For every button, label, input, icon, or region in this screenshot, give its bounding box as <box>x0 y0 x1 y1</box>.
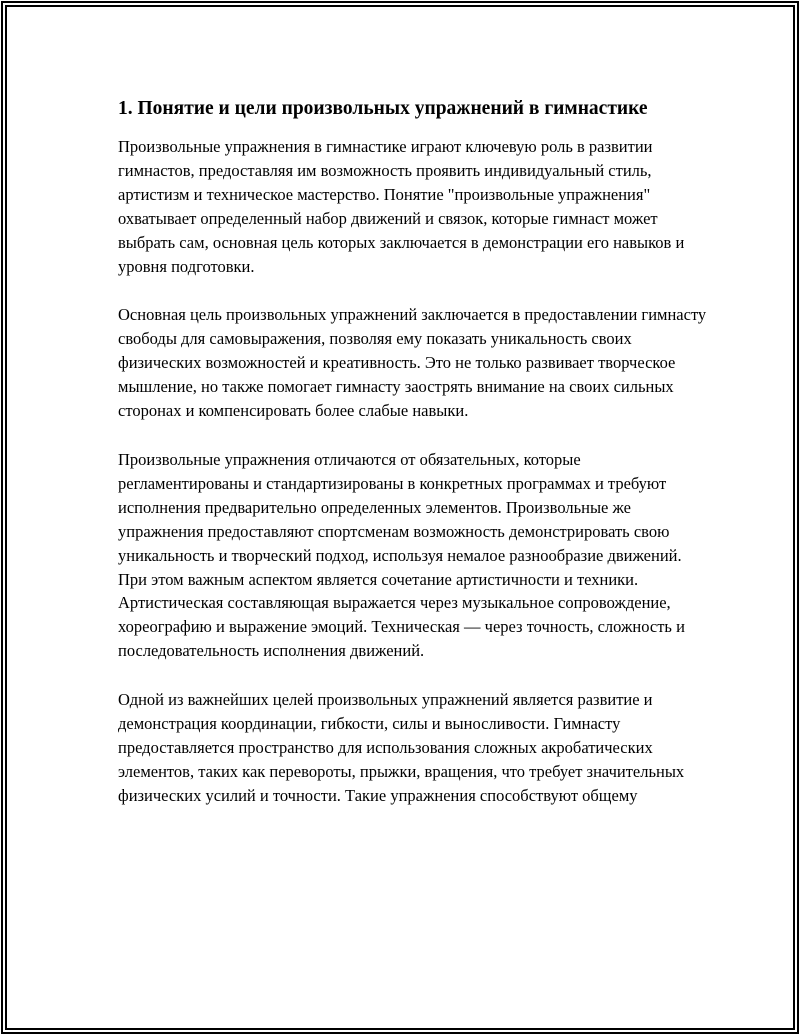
paragraph-2: Основная цель произвольных упражнений заключается в предоставлении гимнасту свободы для самовыражения, позволяя ему показать уникальность своих физических возможностей и креативность. Это не только развивает творческое мышление, но также помогает гимнасту заострять внимание на своих сильных сторонах и компенсировать более слабые навыки. <box>118 305 707 421</box>
paragraph-4: Одной из важнейших целей произвольных упражнений является развитие и демонстрация координации, гибкости, силы и выносливости. Гимнасту предоставляется пространство для использования сложных акробатических элементов, таких как перевороты, прыжки, вращения, что требует значительных физических усилий и точности. Такие упражнения способствуют общему <box>118 690 685 805</box>
section-heading: 1. Понятие и цели произвольных упражнений в гимнастике <box>118 98 648 119</box>
document-body <box>118 94 708 833</box>
paragraph-3: Произвольные упражнения отличаются от обязательных, которые регламентированы и стандартизированы в конкретных программах и требуют исполнения предварительно определенных элементов. Произвольные же упражнения предоставляют спортсменам возможность демонстрировать свою уникальность и творческий подход, используя немалое разнообразие движений. При этом важным аспектом является сочетание артистичности и техники. Артистическая составляющая выражается через музыкальное сопровождение, хореографию и выражение эмоций. Техническая — через точность, сложность и последовательность исполнения движений. <box>118 449 685 661</box>
paragraph-1: Произвольные упражнения в гимнастике играют ключевую роль в развитии гимнастов, предоставляя им возможность проявить индивидуальный стиль, артистизм и техническое мастерство. Понятие "произвольные упражнения" охватывает определенный набор движений и связок, которые гимнаст может выбрать сам, основная цель которых заключается в демонстрации его навыков и уровня подготовки. <box>118 137 685 276</box>
